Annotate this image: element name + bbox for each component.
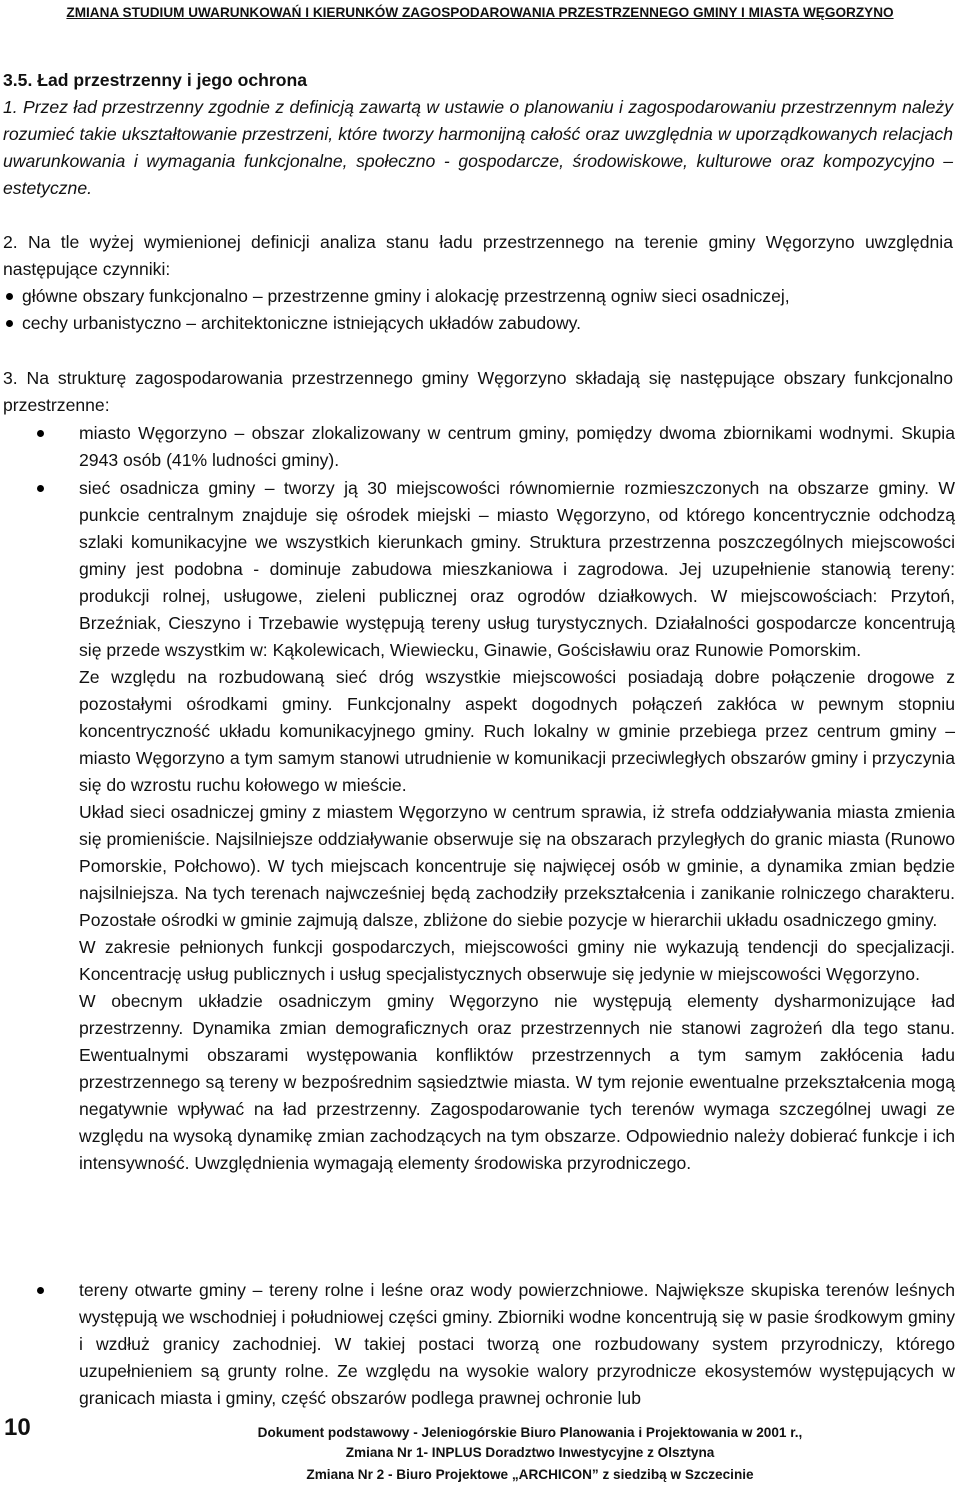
paragraph-2-intro: 2. Na tle wyżej wymienionej definicji analiza stanu ładu przestrzennego na terenie gminy Węgorzyno uwzględnia następujące czynniki: [3,232,953,279]
list-item [3,310,953,337]
section-title: 3.5. Ład przestrzenny i jego ochrona [3,70,308,90]
bullet-icon [6,293,13,300]
bullet-icon [37,1287,44,1294]
paragraph-3-intro: 3. Na strukturę zagospodarowania przestrzennego gminy Węgorzyno składają się następujące obszary funkcjonalno przestrzenne: [3,368,953,415]
bullet-icon [37,430,44,437]
footer-line-2: Zmiana Nr 1- INPLUS Doradztwo Inwestycyjne z Olsztyna [345,1445,715,1460]
document-header: ZMIANA STUDIUM UWARUNKOWAŃ I KIERUNKÓW ZAGOSPODAROWANIA PRZESTRZENNEGO GMINY I MIASTA WĘGORZYNO [66,5,894,20]
footer-line-1: Dokument podstawowy - Jeleniogórskie Biuro Planowania i Projektowania w 2001 r., [257,1425,803,1440]
list-item [3,283,953,310]
list-item-text: tereny otwarte gminy – tereny rolne i leśne oraz wody powierzchniowe. Największe skupiska terenów leśnych występują we wschodniej i południowej części gminy. Zbiorniki wodne koncentrują się w pasie środkowym gminy i wzdłuż granicy zachodniej. W takiej postaci tworzą one rozbudowany system przyrodniczy, którego uzupełnieniem są grunty rolne. Ze względu na wysokie walory przyrodnicze ekosystemów występujących w granicach miasta i gminy, część obszarów podlega prawnej ochronie lub [79,1280,955,1408]
paragraph-2 [3,229,953,337]
list-item [0,420,955,474]
page-number: 10 [4,1414,31,1441]
list-item [0,475,955,1177]
bullet-icon [6,320,13,327]
list-item [0,1277,955,1412]
paragraph-1: 1. Przez ład przestrzenny zgodnie z definicją zawartą w ustawie o planowaniu i zagospodarowaniu przestrzennym należy rozumieć takie ukształtowanie przestrzeni, które tworzy harmonijną całość oraz uwzględnia w uporządkowanych relacjach uwarunkowania i wymagania funkcjonalne, społeczno - gospodarcze, środowiskowe, kulturowe oraz kompozycyjno – estetyczne. [3,97,953,198]
list-item-text: miasto Węgorzyno – obszar zlokalizowany w centrum gminy, pomiędzy dwoma zbiornikami wodnymi. Skupia 2943 osób (41% ludności gminy). [79,423,955,470]
list-item-paragraph: Układ sieci osadniczej gminy z miastem Węgorzyno w centrum sprawia, iż strefa oddziaływania miasta zmienia się promieniście. Najsilniejsze oddziaływanie obserwuje się na obszarach przyległych do granic miasta (Runowo Pomorskie, Połchowo). W tych miejscach koncentruje się najwięcej osób w gminie, a dynamika zmian będzie najsilniejsza. Na tych terenach najwcześniej będą zachodziły przekształcenia i zanikanie rolniczego charakteru. Pozostałe ośrodki w gminie zajmują dalsze, zbliżone do siebie pozycje w hierarchii układu osadniczego gminy. [79,802,955,930]
list-item-paragraph: W zakresie pełnionych funkcji gospodarczych, miejscowości gminy nie wykazują tendencji do specjalizacji. Koncentrację usług publicznych i usług specjalistycznych obserwuje się jedynie w miejscowości Węgorzyno. [79,937,955,984]
bullet-icon [37,485,44,492]
list-item-text: główne obszary funkcjonalno – przestrzenne gminy i alokację przestrzenną ogniw sieci osadniczej, [22,286,790,306]
footer-line-3: Zmiana Nr 2 - Biuro Projektowe „ARCHICON” z siedzibą w Szczecinie [306,1467,754,1482]
list-item-paragraph: W obecnym układzie osadniczym gminy Węgorzyno nie występują elementy dysharmonizujące ład przestrzenny. Dynamika zmian demograficznych oraz przestrzennych nie stanowi zagrożeń dla tego stanu. Ewentualnymi obszarami występowania konfliktów przestrzennych a tym samym zakłócenia ładu przestrzennego są tereny w bezpośrednim sąsiedztwie miasta. W tym rejonie ewentualne przekształcenia mogą negatywnie wpływać na ład przestrzenny. Zagospodarowanie tych terenów wymaga szczególnej uwagi ze względu na wysoką dynamikę zmian zachodzących na tym obszarze. Odpowiednio należy dobierać funkcje i ich intensywność. Uwzględnienia wymagają elementy środowiska przyrodniczego. [79,991,955,1173]
list-item-paragraph: sieć osadnicza gminy – tworzy ją 30 miejscowości równomiernie rozmieszczonych na obszarze gminy. W punkcie centralnym znajduje się ośrodek miejski – miasto Węgorzyno, od którego koncentrycznie odchodzą szlaki komunikacyjne we wszystkich kierunkach gminy. Struktura przestrzenna poszczególnych miejscowości gminy jest podobna - dominuje zabudowa mieszkaniowa i zagrodowa. Jej uzupełnienie stanowią tereny: produkcji rolnej, usługowe, zieleni publicznej oraz ogrodów działkowych. W miejscowościach: Przytoń, Brzeźniak, Cieszyno i Trzebawie występują tereny usług turystycznych. Działalności gospodarcze koncentrują się przede wszystkim w: Kąkolewicach, Wiewiecku, Ginawie, Gościsławiu oraz Runowie Pomorskim. [79,478,955,660]
list-item-text: cechy urbanistyczno – architektoniczne istniejących układów zabudowy. [22,313,582,333]
list-item-paragraph: Ze względu na rozbudowaną sieć dróg wszystkie miejscowości posiadają dobre połączenie drogowe z pozostałymi ośrodkami gminy. Funkcjonalny aspekt dogodnych połączeń zakłóca w pewnym stopniu koncentryczność układu komunikacyjnego gminy. Ruch lokalny w gminie przebiega przez centrum gminy – miasto Węgorzyno a tym samym stanowi utrudnienie w komunikacji przeciwległych obszarów gminy i przyczynia się do wzrostu ruchu kołowego w mieście. [79,667,955,795]
